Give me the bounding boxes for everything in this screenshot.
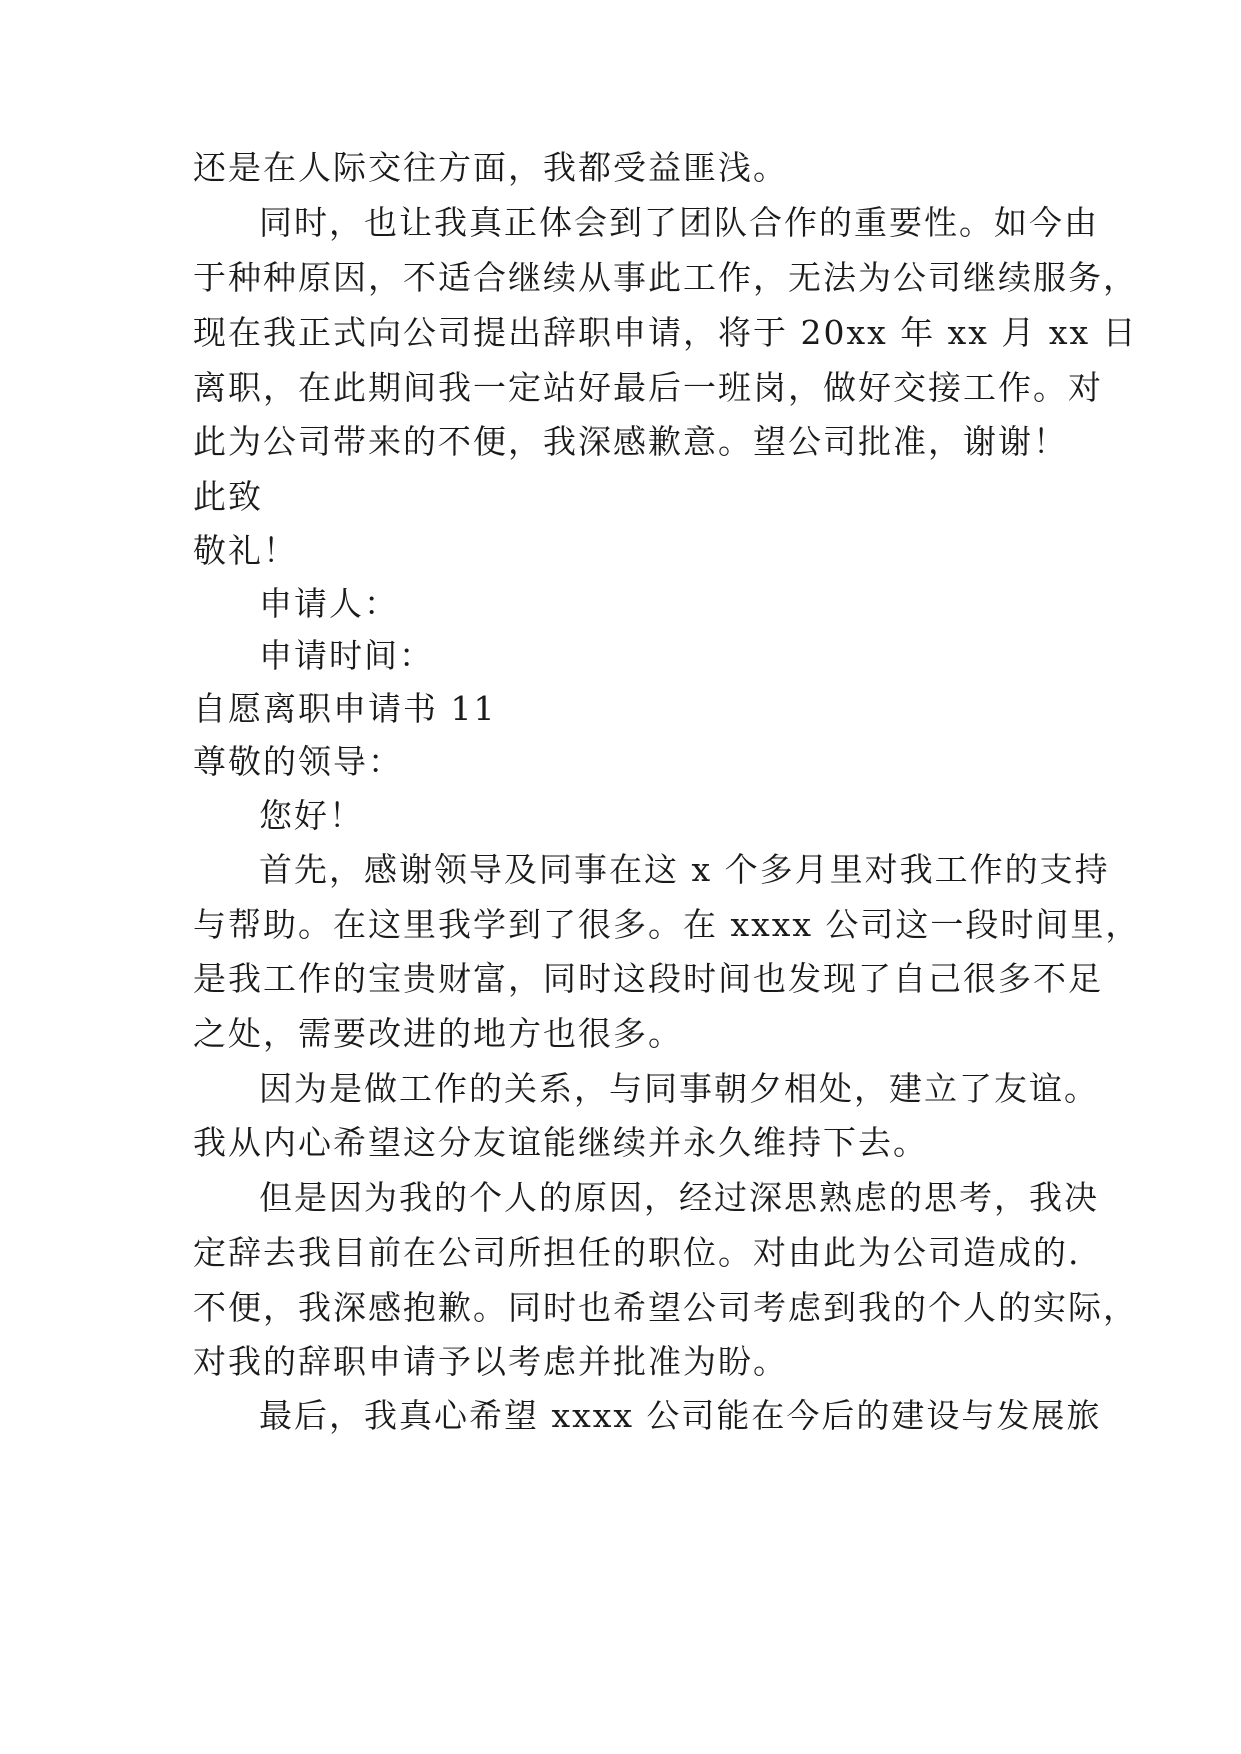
- text-line: 是我工作的宝贵财富，同时这段时间也发现了自己很多不足: [193, 959, 1103, 998]
- text-line: 还是在人际交往方面，我都受益匪浅。: [193, 148, 788, 187]
- text-line: 此为公司带来的不便，我深感歉意。望公司批准，谢谢！: [193, 422, 1068, 461]
- paragraph-start-line: 同时，也让我真正体会到了团队合作的重要性。如今由: [259, 203, 1099, 242]
- text-line: 现在我正式向公司提出辞职申请，将于 20xx 年 xx 月 xx 日: [193, 313, 1138, 352]
- text-line: 离职，在此期间我一定站好最后一班岗，做好交接工作。对: [193, 368, 1103, 407]
- paragraph-start-line: 首先，感谢领导及同事在这 x 个多月里对我工作的支持: [259, 850, 1110, 889]
- closing-regards: 敬礼！: [193, 531, 298, 570]
- text-line: 定辞去我目前在公司所担任的职位。对由此为公司造成的.: [193, 1233, 1081, 1272]
- greeting-recipient: 尊敬的领导：: [193, 742, 403, 781]
- applicant-label: 申请人：: [259, 584, 399, 623]
- paragraph-start-line: 因为是做工作的关系，与同事朝夕相处，建立了友谊。: [259, 1069, 1099, 1108]
- greeting: 您好！: [259, 796, 364, 835]
- text-line: 于种种原因，不适合继续从事此工作，无法为公司继续服务，: [193, 258, 1138, 297]
- text-line: 我从内心希望这分友谊能继续并永久维持下去。: [193, 1123, 928, 1162]
- application-date-label: 申请时间：: [259, 636, 434, 675]
- text-line: 与帮助。在这里我学到了很多。在 xxxx 公司这一段时间里，: [193, 905, 1141, 944]
- paragraph-start-line: 但是因为我的个人的原因，经过深思熟虑的思考，我决: [259, 1178, 1099, 1217]
- section-title: 自愿离职申请书 11: [193, 689, 497, 728]
- text-line: 不便，我深感抱歉。同时也希望公司考虑到我的个人的实际，: [193, 1288, 1138, 1327]
- paragraph-start-line: 最后，我真心希望 xxxx 公司能在今后的建设与发展旅: [259, 1396, 1102, 1435]
- closing-salutation: 此致: [193, 477, 263, 516]
- text-line: 对我的辞职申请予以考虑并批准为盼。: [193, 1342, 788, 1381]
- text-line: 之处，需要改进的地方也很多。: [193, 1014, 683, 1053]
